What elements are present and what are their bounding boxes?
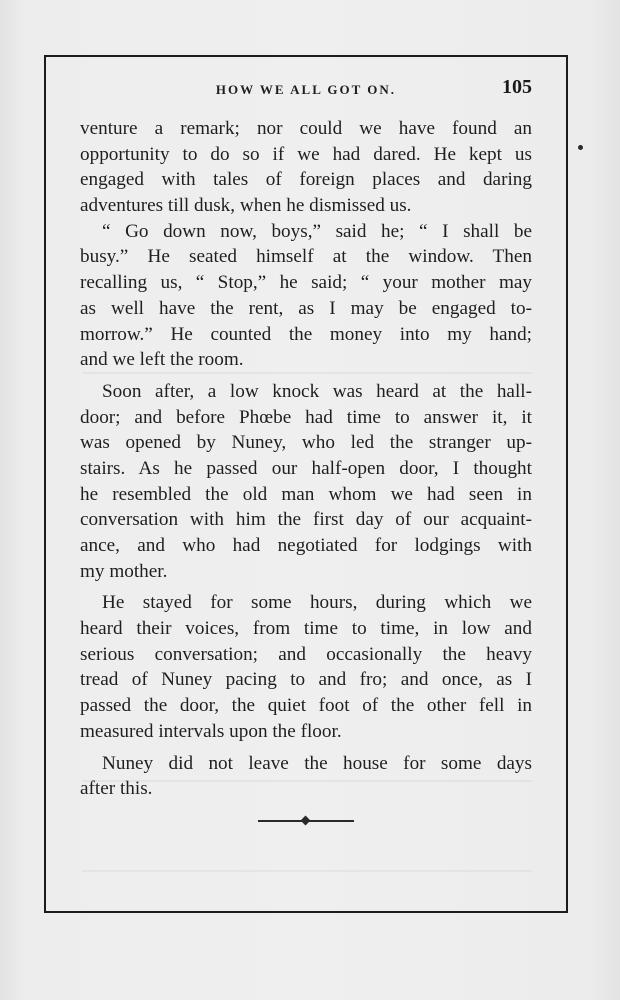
running-head: HOW WE ALL GOT ON. (215, 82, 397, 97)
text-line: as well have the rent, as I may be engaged to- (80, 297, 532, 319)
text-line: adventures till dusk, when he dismissed us. (80, 195, 412, 217)
text-line: he resembled the old man whom we had seen in (80, 483, 532, 505)
text-line: tread of Nuney pacing to and fro; and once, as I (80, 669, 532, 691)
text-line: busy.” He seated himself at the window. Then (80, 246, 532, 268)
body-text (80, 116, 532, 802)
paragraph-start-line: He stayed for some hours, during which we (102, 592, 532, 614)
text-line: stairs. As he passed our half-open door, I thought (80, 457, 532, 479)
text-line: opportunity to do so if we had dared. He kept us (80, 143, 532, 165)
page-number: 105 (502, 76, 532, 98)
text-line: recalling us, “ Stop,” he said; “ your mother may (80, 272, 532, 294)
bleed-through-mark (82, 870, 532, 872)
text-line: door; and before Phœbe had time to answer it, it (80, 406, 532, 428)
text-line: morrow.” He counted the money into my hand; (80, 323, 532, 345)
paragraph-start-line: Nuney did not leave the house for some days (102, 752, 532, 774)
ink-spot (578, 145, 583, 150)
page-header (80, 76, 532, 106)
text-line: passed the door, the quiet foot of the other fell in (80, 695, 532, 717)
paragraph-start-line: Soon after, a low knock was heard at the hall- (102, 380, 532, 402)
text-line: was opened by Nuney, who led the stranger up- (80, 432, 532, 454)
text-line: after this. (80, 778, 153, 800)
text-line: measured intervals upon the floor. (80, 720, 342, 742)
section-ornament (258, 814, 354, 828)
text-line: my mother. (80, 560, 168, 582)
text-line: venture a remark; nor could we have found an (80, 118, 532, 139)
ornament-diamond-icon (301, 816, 311, 826)
text-line: engaged with tales of foreign places and daring (80, 169, 532, 191)
paragraph-start-line: “ Go down now, boys,” said he; “ I shall be (102, 220, 532, 242)
text-line: heard their voices, from time to time, in low and (80, 618, 532, 640)
text-line: ance, and who had negotiated for lodgings with (80, 535, 532, 556)
text-line: serious conversation; and occasionally the heavy (80, 643, 532, 665)
text-line: and we left the room. (80, 349, 244, 371)
text-line: conversation with him the first day of our acquaint- (80, 509, 532, 531)
